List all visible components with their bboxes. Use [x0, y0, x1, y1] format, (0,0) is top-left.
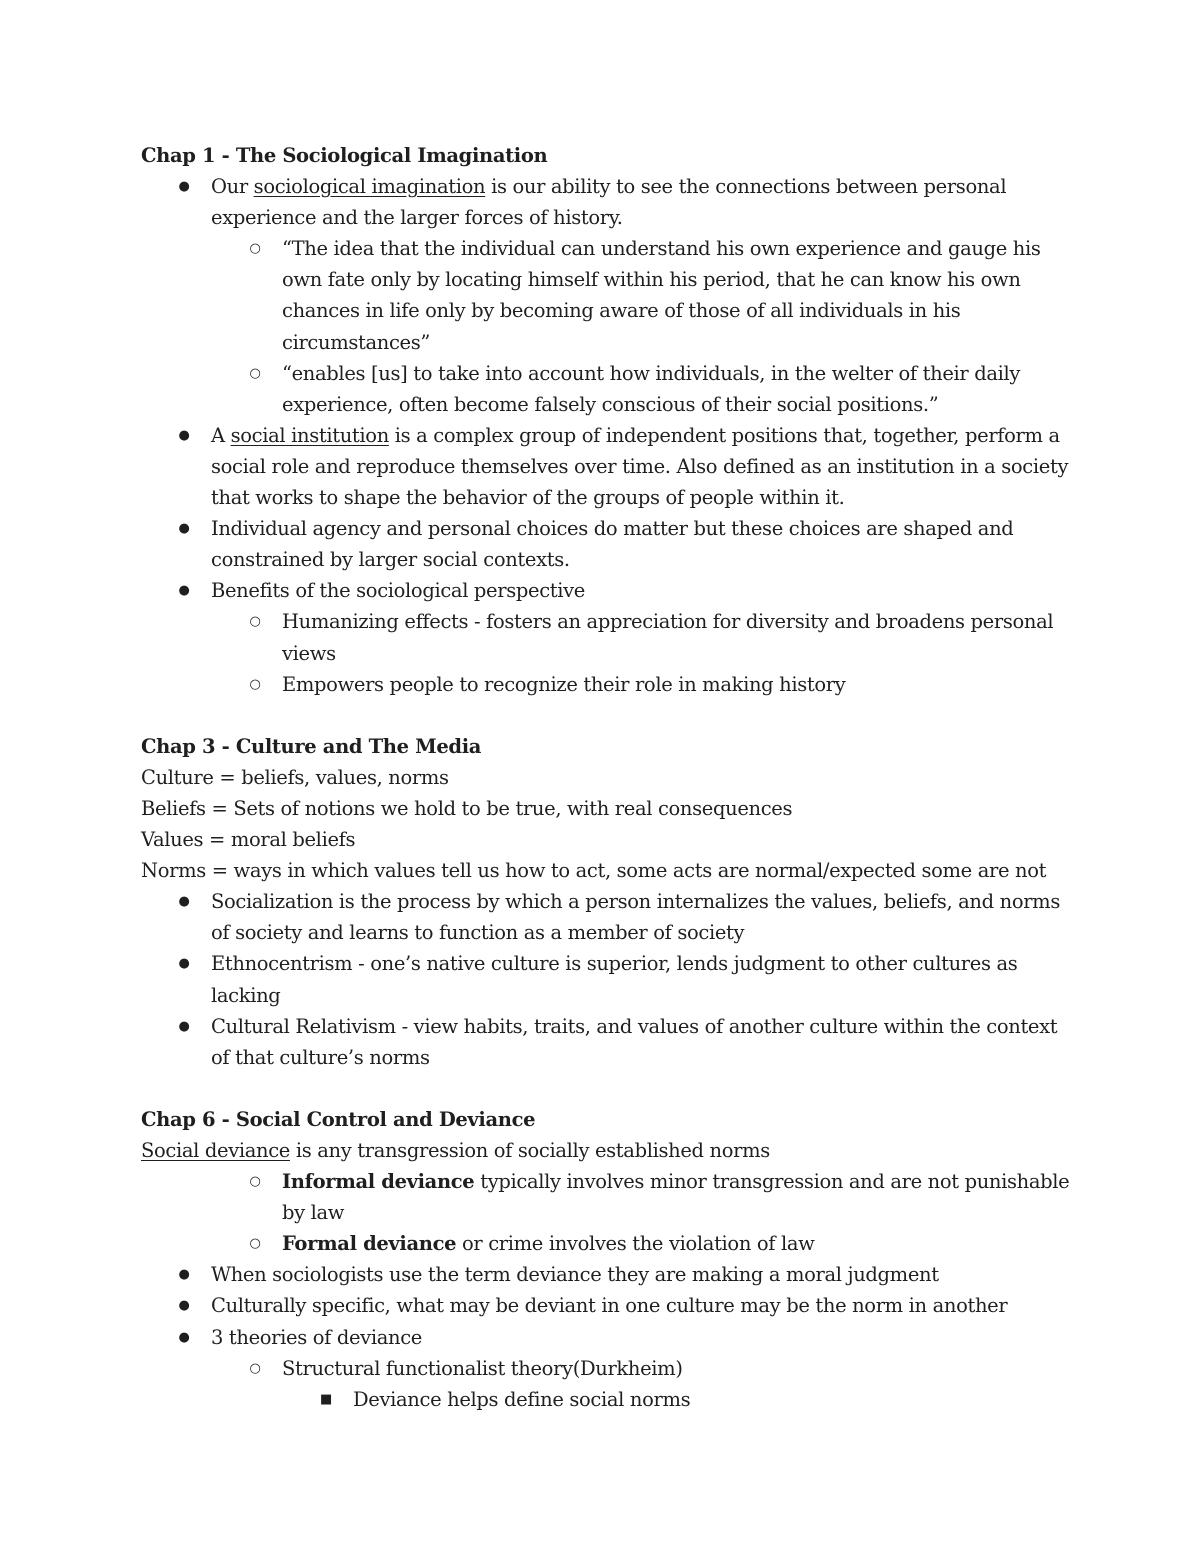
list-item: ○ Empowers people to recognize their role in making history — [141, 669, 1061, 700]
list-item-continuation: that works to shape the behavior of the groups of people within it. — [211, 486, 845, 510]
filled-disc-bullet-icon: ● — [178, 583, 190, 599]
list-item: ○ Formal deviance or crime involves the violation of law — [141, 1228, 1061, 1259]
hollow-circle-bullet-icon: ○ — [249, 241, 261, 257]
hollow-circle-bullet-icon: ○ — [249, 1360, 261, 1376]
list-item: ■ Deviance helps define social norms — [141, 1384, 1061, 1415]
document-page — [141, 140, 1070, 1415]
term-social-institution: social institution — [230, 423, 389, 447]
filled-disc-bullet-icon: ● — [178, 956, 190, 972]
hollow-circle-bullet-icon: ○ — [249, 614, 261, 630]
filled-disc-bullet-icon: ● — [178, 1018, 190, 1034]
list-item: ● Benefits of the sociological perspective — [141, 575, 1061, 606]
definition-social-deviance: Social deviance is any transgression of socially established norms — [141, 1139, 770, 1162]
list-item-continuation: constrained by larger social contexts. — [211, 548, 570, 572]
list-item-continuation: chances in life only by becoming aware of those of all individuals in his — [282, 299, 961, 323]
section-heading-chap6: Chap 6 - Social Control and Deviance — [141, 1107, 536, 1131]
term-formal-deviance: Formal deviance — [282, 1232, 457, 1256]
list-item: ● 3 theories of deviance — [141, 1322, 1061, 1353]
hollow-circle-bullet-icon: ○ — [249, 365, 261, 381]
filled-disc-bullet-icon: ● — [178, 1329, 190, 1345]
filled-disc-bullet-icon: ● — [178, 894, 190, 910]
section-heading-chap1: Chap 1 - The Sociological Imagination — [141, 144, 548, 167]
list-item-continuation: experience, often become falsely conscious of their social positions.” — [282, 392, 939, 416]
list-item: ○ Humanizing effects - fosters an appreciation for diversity and broadens personal — [141, 606, 1061, 637]
section-spacer — [141, 1073, 1061, 1104]
list-item: ● Our sociological imagination is our ability to see the connections between personal — [141, 171, 1061, 202]
list-item-continuation: by law — [282, 1201, 345, 1225]
list-item-continuation: social role and reproduce themselves over time. Also defined as an institution in a society — [211, 454, 1069, 478]
list-item-continuation: own fate only by locating himself within his period, that he can know his own — [282, 268, 1021, 292]
hollow-circle-bullet-icon: ○ — [249, 1236, 261, 1252]
list-item: ● Individual agency and personal choices do matter but these choices are shaped and — [141, 513, 1061, 544]
list-item-continuation: of society and learns to function as a member of society — [211, 921, 745, 945]
term-social-deviance: Social deviance — [141, 1139, 290, 1162]
term-informal-deviance: Informal deviance — [282, 1170, 475, 1194]
list-item-continuation: experience and the larger forces of history. — [211, 206, 623, 230]
list-item: ○ “enables [us] to take into account how individuals, in the welter of their daily — [141, 358, 1061, 389]
list-item: ● A social institution is a complex group of independent positions that, together, perform a — [141, 420, 1061, 451]
definition-beliefs: Beliefs = Sets of notions we hold to be true, with real consequences — [141, 796, 793, 820]
section-spacer — [141, 700, 1061, 731]
list-item-continuation: lacking — [211, 983, 281, 1007]
hollow-circle-bullet-icon: ○ — [249, 1174, 261, 1190]
list-item-continuation: circumstances” — [282, 330, 431, 354]
filled-disc-bullet-icon: ● — [178, 1298, 190, 1314]
list-item: ● Cultural Relativism - view habits, traits, and values of another culture within the context — [141, 1011, 1061, 1042]
section-heading-chap3: Chap 3 - Culture and The Media — [141, 734, 482, 758]
filled-disc-bullet-icon: ● — [178, 179, 190, 195]
filled-square-bullet-icon: ■ — [320, 1391, 332, 1407]
list-item: ● Socialization is the process by which a person internalizes the values, beliefs, and norms — [141, 886, 1061, 917]
list-item-continuation: of that culture’s norms — [211, 1045, 430, 1069]
term-sociological-imagination: sociological imagination — [253, 175, 486, 199]
filled-disc-bullet-icon: ● — [178, 521, 190, 537]
list-item-continuation: views — [282, 641, 336, 665]
definition-values: Values = moral beliefs — [141, 828, 356, 852]
filled-disc-bullet-icon: ● — [178, 427, 190, 443]
filled-disc-bullet-icon: ● — [178, 1267, 190, 1283]
definition-culture: Culture = beliefs, values, norms — [141, 765, 449, 789]
list-item: ○ Structural functionalist theory(Durkheim) — [141, 1353, 1061, 1384]
hollow-circle-bullet-icon: ○ — [249, 676, 261, 692]
definition-norms: Norms = ways in which values tell us how to act, some acts are normal/expected some are not — [141, 859, 1047, 883]
list-item: ○ Informal deviance typically involves minor transgression and are not punishable — [141, 1166, 1061, 1197]
list-item: ● When sociologists use the term deviance they are making a moral judgment — [141, 1259, 1061, 1290]
list-item: ○ “The idea that the individual can understand his own experience and gauge his — [141, 233, 1061, 264]
list-item: ● Ethnocentrism - one’s native culture is superior, lends judgment to other cultures as — [141, 948, 1061, 979]
list-item: ● Culturally specific, what may be deviant in one culture may be the norm in another — [141, 1290, 1061, 1321]
